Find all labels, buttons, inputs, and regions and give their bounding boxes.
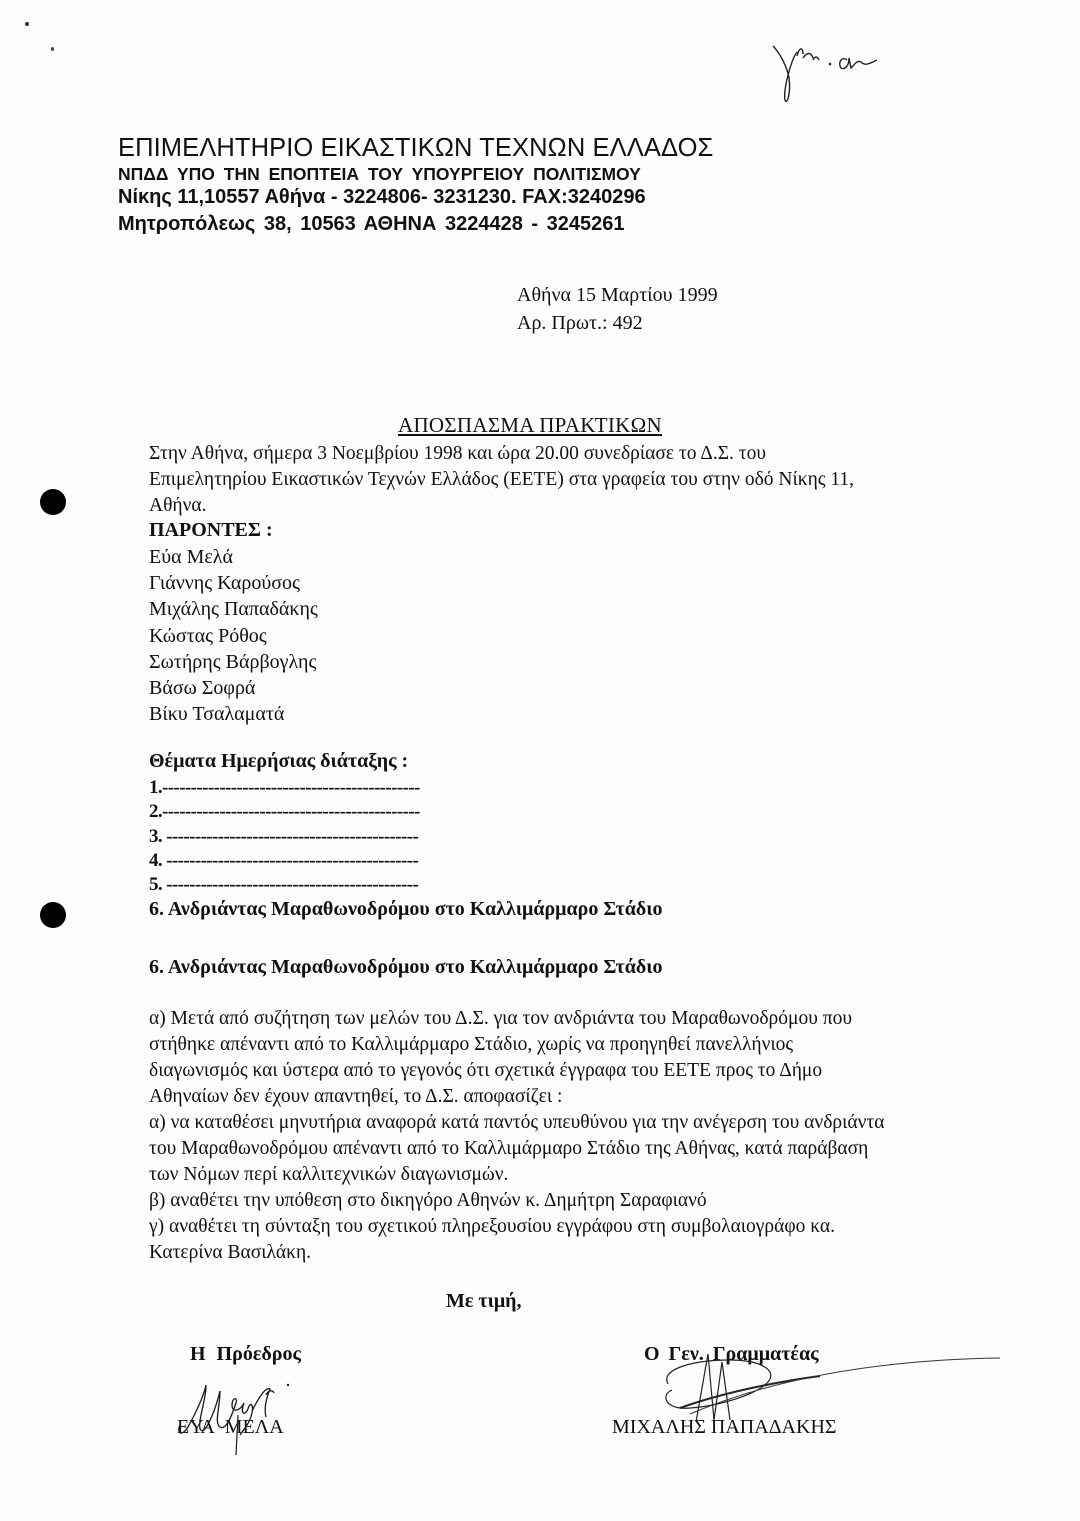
protocol-number: Αρ. Πρωτ.: 492 bbox=[517, 312, 643, 334]
intro-paragraph bbox=[149, 441, 854, 519]
agenda-item: 6. Ανδριάντας Μαραθωνοδρόμου στο Καλλιμάρμαρο Στάδιο bbox=[149, 898, 663, 921]
agenda-item: 4. -------------------------------------------- bbox=[149, 849, 419, 871]
address-line-2: Μητροπόλεως 38, 10563 ΑΘΗΝΑ 3224428 - 3245261 bbox=[118, 213, 625, 235]
present-member: Εύα Μελά bbox=[149, 546, 233, 568]
president-title: Η Πρόεδρος bbox=[190, 1343, 301, 1365]
scan-speck bbox=[25, 22, 29, 26]
present-member: Βίκυ Τσαλαματά bbox=[149, 703, 285, 726]
present-member: Μιχάλης Παπαδάκης bbox=[149, 598, 318, 621]
document-date: Αθήνα 15 Μαρτίου 1999 bbox=[517, 284, 718, 306]
present-member: Σωτήρης Βάρβογλης bbox=[149, 650, 317, 673]
address-line-1: Νίκης 11,10557 Αθήνα - 3224806- 3231230. FAX:3240296 bbox=[118, 186, 646, 208]
organization-subtitle: ΝΠΔΔ ΥΠΟ ΤΗΝ ΕΠΟΠΤΕΙΑ ΤΟΥ ΥΠΟΥΡΓΕΙΟΥ ΠΟΛΙΤΙΣΜΟΥ bbox=[118, 164, 641, 184]
punch-hole bbox=[40, 902, 66, 928]
agenda-item: 5. -------------------------------------------- bbox=[149, 874, 419, 896]
present-list bbox=[149, 544, 318, 727]
closing-salutation: Με τιμή, bbox=[446, 1290, 522, 1312]
agenda-item: 3. -------------------------------------------- bbox=[149, 825, 419, 847]
decision-line: α) να καταθέσει μηνυτήρια αναφορά κατά παντός υπευθύνου για την ανέγερση του ανδριάντα bbox=[149, 1112, 885, 1133]
present-member: Κώστας Ρόθος bbox=[149, 624, 267, 647]
intro-line: Στην Αθήνα, σήμερα 3 Νοεμβρίου 1998 και ώρα 20.00 συνεδρίασε το Δ.Σ. του bbox=[149, 443, 767, 464]
organization-name: ΕΠΙΜΕΛΗΤΗΡΙΟ ΕΙΚΑΣΤΙΚΩΝ ΤΕΧΝΩΝ ΕΛΛΑΔΟΣ bbox=[118, 134, 714, 162]
secretary-title: Ο Γεν. Γραμματέας bbox=[644, 1343, 819, 1365]
intro-line: Επιμελητηρίου Εικαστικών Τεχνών Ελλάδος (ΕΕΤΕ) στα γραφεία του στην οδό Νίκης 11, bbox=[149, 469, 855, 490]
punch-hole bbox=[40, 489, 66, 515]
present-heading: ΠΑΡΟΝΤΕΣ : bbox=[149, 519, 273, 541]
decision-line: γ) αναθέτει τη σύνταξη του σχετικού πληρεξουσίου εγγράφου στη συμβολαιογράφο κα. bbox=[149, 1216, 835, 1237]
decision-line: β) αναθέτει την υπόθεση στο δικηγόρο Αθηνών κ. Δημήτρη Σαραφιανό bbox=[149, 1190, 707, 1211]
president-signature bbox=[170, 1355, 310, 1465]
decision-line: διαγωνισμός και ύστερα από το γεγονός ότι σχετικά έγγραφα του ΕΕΤΕ προς το Δήμο bbox=[149, 1060, 823, 1081]
decision-line: Αθηναίων δεν έχουν απαντηθεί, το Δ.Σ. αποφασίζει : bbox=[149, 1086, 563, 1107]
intro-line: Αθήνα. bbox=[149, 495, 207, 516]
scan-speck bbox=[51, 47, 54, 51]
secretary-name: ΜΙΧΑΛΗΣ ΠΑΠΑΔΑΚΗΣ bbox=[612, 1416, 837, 1438]
decision-line: του Μαραθωνοδρόμου απέναντι από το Καλλιμάρμαρο Στάδιο της Αθήνας, κατά παράβαση bbox=[149, 1138, 869, 1159]
decision-paragraph bbox=[149, 1006, 884, 1266]
agenda-item: 2.--------------------------------------------- bbox=[149, 801, 420, 823]
decision-line: α) Μετά από συζήτηση των μελών του Δ.Σ. για τον ανδριάντα του Μαραθωνοδρόμου που bbox=[149, 1008, 852, 1029]
agenda-heading: Θέματα Ημερήσιας διάταξης : bbox=[149, 750, 409, 772]
president-name: ΕΥΑ ΜΕΛΑ bbox=[177, 1416, 284, 1438]
document-title: ΑΠΟΣΠΑΣΜΑ ΠΡΑΚΤΙΚΩΝ bbox=[398, 413, 663, 437]
present-member: Βάσω Σοφρά bbox=[149, 677, 256, 700]
agenda-item: 1.--------------------------------------------- bbox=[149, 777, 420, 798]
present-member: Γιάννης Καρούσος bbox=[149, 572, 300, 595]
handwritten-note bbox=[765, 30, 885, 110]
item-heading: 6. Ανδριάντας Μαραθωνοδρόμου στο Καλλιμάρμαρο Στάδιο bbox=[149, 956, 663, 978]
decision-line: των Νόμων περί καλλιτεχνικών διαγωνισμών. bbox=[149, 1164, 509, 1185]
decision-line: Κατερίνα Βασιλάκη. bbox=[149, 1242, 312, 1263]
agenda-list bbox=[149, 776, 662, 922]
decision-line: στήθηκε απέναντι από το Καλλιμάρμαρο Στάδιο, χωρίς να προηγηθεί πανελλήνιος bbox=[149, 1034, 794, 1055]
secretary-signature bbox=[650, 1350, 1010, 1430]
